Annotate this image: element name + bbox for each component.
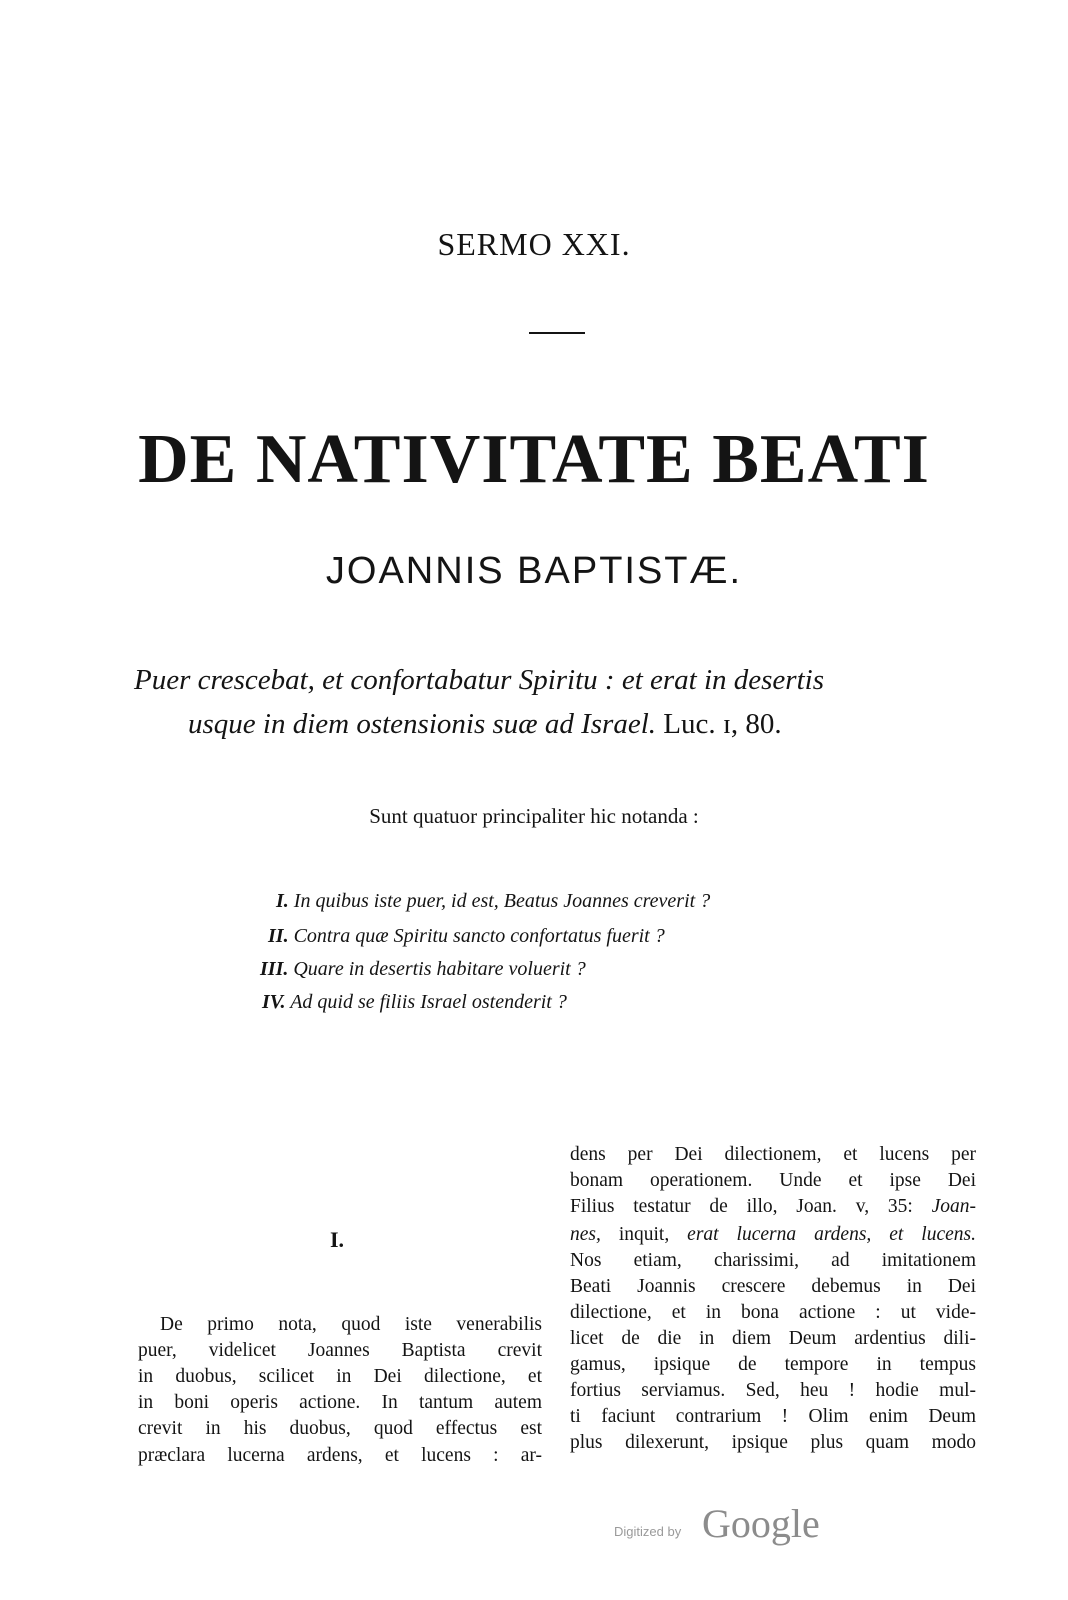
digitized-by-google-watermark xyxy=(614,1502,864,1552)
question-item xyxy=(268,925,665,948)
sermon-number: SERMO XXI. xyxy=(437,226,631,262)
text-line: puer, videlicet Joannes Baptista crevit xyxy=(138,1340,542,1361)
text-line: gamus, ipsique de tempore in tempus xyxy=(570,1354,976,1375)
question-text: In quibus iste puer, id est, Beatus Joannes creverit ? xyxy=(293,890,711,912)
text-line xyxy=(570,1222,976,1248)
sermon-title: DE NATIVITATE BEATI xyxy=(138,421,930,498)
text-line: in boni operis actione. In tantum autem xyxy=(138,1392,542,1413)
question-item xyxy=(260,958,586,981)
text-line: Nos etiam, charissimi, ad imitationem xyxy=(570,1250,976,1271)
question-item xyxy=(262,991,567,1014)
question-item xyxy=(276,890,710,913)
question-number: III. xyxy=(260,958,289,980)
section-heading: I. xyxy=(330,1227,345,1252)
italic-segment: Joan- xyxy=(931,1196,976,1217)
question-number: II. xyxy=(268,925,289,947)
text-line: præclara lucerna ardens, et lucens : ar- xyxy=(138,1445,542,1466)
text-segment: inquit, xyxy=(600,1224,688,1245)
epigraph-line-1: Puer crescebat, et confortabatur Spiritu : et erat in desertis xyxy=(134,664,824,696)
text-line: fortius serviamus. Sed, heu ! hodie mul- xyxy=(570,1380,976,1401)
question-number: IV. xyxy=(262,991,286,1013)
text-line: crevit in his duobus, quod effectus est xyxy=(138,1418,542,1439)
text-line: ti faciunt contrarium ! Olim enim Deum xyxy=(570,1406,976,1427)
question-text: Quare in desertis habitare voluerit ? xyxy=(293,958,586,980)
text-line: in duobus, scilicet in Dei dilectione, et xyxy=(138,1366,542,1387)
question-text: Ad quid se filiis Israel ostenderit ? xyxy=(290,991,567,1013)
epigraph-line-2 xyxy=(188,708,1048,741)
text-line xyxy=(570,1194,976,1220)
google-logo: Google xyxy=(702,1501,820,1546)
epigraph-reference: Luc. ɪ, 80. xyxy=(656,708,782,740)
text-line: plus dilexerunt, ipsique plus quam modo xyxy=(570,1432,976,1453)
text-line: De primo nota, quod iste venerabilis xyxy=(160,1314,542,1335)
question-text: Contra quæ Spiritu sancto confortatus fuerit ? xyxy=(293,925,665,947)
digitized-label: Digitized by xyxy=(614,1524,682,1539)
text-line: dilectione, et in bona actione : ut vide- xyxy=(570,1302,976,1323)
italic-segment: erat lucerna ardens, et lucens. xyxy=(687,1224,976,1245)
text-line: dens per Dei dilectionem, et lucens per xyxy=(570,1144,976,1165)
text-line: bonam operationem. Unde et ipse Dei xyxy=(570,1170,976,1191)
title-divider xyxy=(529,332,585,334)
intro-text: Sunt quatuor principaliter hic notanda : xyxy=(369,804,699,828)
italic-segment: nes, xyxy=(570,1224,601,1245)
text-segment: Filius testatur de illo, Joan. v, 35: xyxy=(570,1196,913,1217)
sermon-subtitle: JOANNIS BAPTISTÆ. xyxy=(325,550,743,592)
question-number: I. xyxy=(276,890,289,912)
epigraph-quote: usque in diem ostensionis suæ ad Israel. xyxy=(188,708,657,740)
text-line: Beati Joannis crescere debemus in Dei xyxy=(570,1276,976,1297)
text-line: licet de die in diem Deum ardentius dili- xyxy=(570,1328,976,1349)
